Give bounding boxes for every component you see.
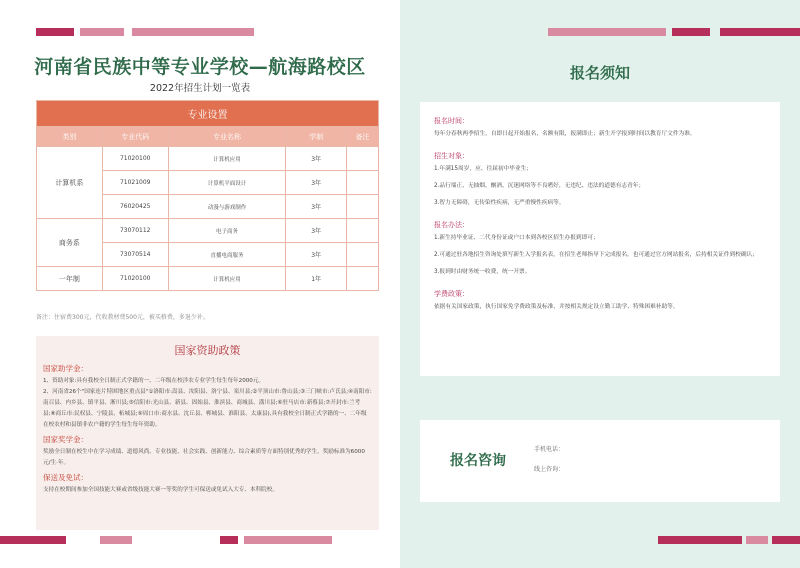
bottom-stripe-3 [220,536,238,544]
name-cell: 直播电商服务 [168,243,286,267]
page-subtitle: 2022年招生计划一览表 [149,83,251,94]
policy-paragraph: 2、河南省26个"国家连片特困地区重点县"①洛阳市:嵩县、汝阳县、洛宁县、栾川县;②平顶山市:鲁山县;③三门峡市:卢氏县;④南阳市:南召县、内乡县、镇平县、淅川县;⑤信阳市:光山县、新县、固始县、淮滨县、商城县、潢川县;⑥驻马店市:新蔡县;⑦开封市:兰考县;⑧商丘市:民权县、宁陵县、柘城县;⑨周口市:商水县、沈丘县、郸城县、淮阳县、太康县),具有我校全日制正式学籍的一、二年级在校农村和县镇非农户籍的学生每生每年资助。 [43,389,372,428]
bottom-stripe-6 [746,536,768,544]
col-code: 专业代码 [102,127,168,147]
notice-heading: 报名办法： [434,221,469,229]
notice-paragraph: 1.年满15周岁，应、往届初中毕业生； [434,166,532,172]
bottom-stripe-5 [658,536,742,544]
years-cell: 3年 [286,171,347,195]
note-cell [347,243,379,267]
table-row [37,147,379,171]
note-cell [347,195,379,219]
years-cell: 3年 [286,147,347,171]
name-cell: 计算机应用 [168,147,286,171]
policy-heading: 国家奖学金： [43,435,88,444]
notice-heading: 学费政策： [434,290,469,298]
code-cell: 71021009 [102,171,168,195]
notice-heading: 招生对象： [434,152,469,160]
policy-paragraph: 1、资助对象:具有我校全日制正式学籍的一、二年级在校涉农专业学生每生每年2000元。 [43,378,265,384]
notice-paragraph: 1.新生持毕业证、二代身份证或户口本到各校区招生办报到即可； [434,235,599,241]
years-cell: 3年 [286,219,347,243]
table-row [37,219,379,243]
policy-title: 国家资助政策 [174,344,241,357]
code-cell: 76020425 [102,195,168,219]
policy-paragraph: 支持在校期间参加全国技能大赛或省级技能大赛一等奖的学生可保送或免试入大专、本科院校。 [43,487,278,493]
name-cell: 动漫与游戏制作 [168,195,286,219]
policy-heading: 国家助学金： [43,364,88,373]
policy-paragraph: 奖励全日制在校生中在学习成绩、道德风尚、专业技能、社会实践、创新能力、综合素质等方面特别优秀的学生，奖励标准为6000元/生·年。 [43,449,365,466]
note-cell [347,267,379,291]
col-name: 专业名称 [168,127,286,147]
years-cell: 3年 [286,243,347,267]
name-cell: 计算机平面设计 [168,171,286,195]
notice-paragraph: 每年分春秋两季招生，自即日起开始报名，名额有限，报满即止；新生开学报到时间以教育厅文件为准。 [434,131,696,137]
bottom-stripe-7 [772,536,800,544]
code-cell: 73070514 [102,243,168,267]
notice-heading: 报名时间： [434,117,469,125]
years-cell: 1年 [286,267,347,291]
fee-note: 备注：住宿费300元，代收教材费500元，被买格费，多退少补。 [36,314,209,321]
bottom-stripe-1 [0,536,66,544]
notice-title: 报名须知 [569,64,630,82]
col-note: 备注 [347,127,379,147]
notice-paragraph: 2.品行端正、无抽烟、酗酒、沉迷网络等不良嗜好，无违纪、违法的道德有志青年； [434,183,645,189]
top-stripe-4 [548,28,666,36]
notice-paragraph: 依据有关国家政策，执行国家免学费政策及标准，并按相关规定设立勤工助学、特殊困难补助等。 [434,304,679,310]
note-cell [347,219,379,243]
code-cell: 71020100 [102,147,168,171]
bottom-stripe-4 [244,536,332,544]
note-cell [347,171,379,195]
col-category: 类别 [37,127,103,147]
name-cell: 电子商务 [168,219,286,243]
table-header: 专业设置 [37,101,379,127]
code-cell: 71020100 [102,267,168,291]
policy-box [36,336,379,530]
page-title: 河南省民族中等专业学校—航海路校区 [34,56,366,78]
consult-box [420,420,780,502]
notice-box [420,102,780,376]
notice-paragraph: 3.报到时由财务统一收费，统一开票。 [434,269,531,275]
top-stripe-1 [36,28,74,36]
web-label: 线上咨询： [534,466,565,473]
top-stripe-2 [80,28,124,36]
phone-label: 手机电话： [534,446,565,453]
top-stripe-3 [132,28,254,36]
top-stripe-6 [720,28,800,36]
top-stripe-5 [672,28,710,36]
enrollment-table [36,100,379,291]
note-cell [347,147,379,171]
dept-cell: 商务系 [37,219,103,267]
code-cell: 73070112 [102,219,168,243]
name-cell: 计算机应用 [168,267,286,291]
policy-heading: 保送及免试： [43,473,88,482]
col-years: 学制 [286,127,347,147]
bottom-stripe-2 [100,536,132,544]
consult-title: 报名咨询 [450,453,506,469]
notice-paragraph: 2.可通过驻各地招生咨询处填写新生入学报名表，在招生老师指导下完成报名。也可通过官方网站报名，后持相关证件到校确认； [434,252,758,258]
dept-cell: 一年制 [37,267,103,291]
table-row [37,267,379,291]
years-cell: 3年 [286,195,347,219]
notice-paragraph: 3.智力无障碍，无传染性疾病，无严重慢性疾病等。 [434,200,565,206]
dept-cell: 计算机系 [37,147,103,219]
